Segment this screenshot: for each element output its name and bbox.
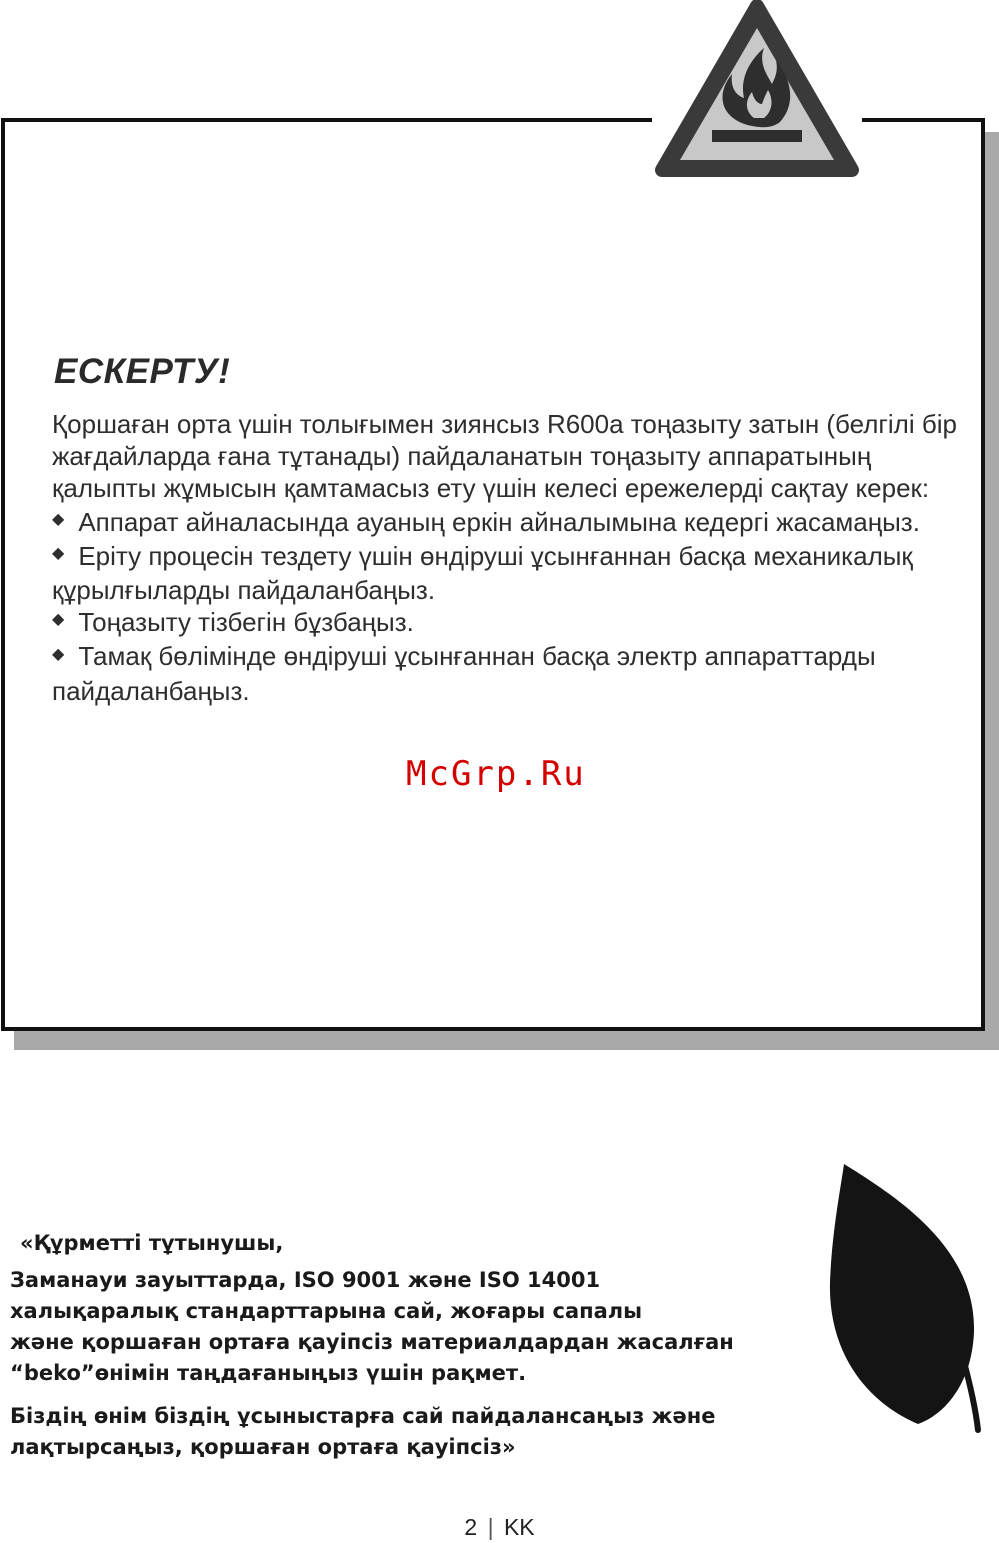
consumer-line-text: өнімін таңдағаныңыз үшін рақмет. [94,1361,527,1385]
consumer-closing: Біздің өнім біздің ұсыныстарға сай пайдалансаңыз және [10,1404,716,1428]
warning-bullet [52,640,972,706]
warning-text [52,408,972,707]
bullet-diamond-icon: ◆ [52,545,65,563]
warning-bullet [52,606,972,640]
bullet-diamond-icon: ◆ [52,645,65,663]
language-code: KK [503,1514,535,1540]
consumer-greeting: «Құрметті тұтынушы, [20,1231,284,1255]
consumer-thanks [10,1265,870,1389]
bullet-diamond-icon: ◆ [52,511,65,529]
warning-bullet-text: Тоңазыту тізбегін бұзбаңыз. [78,607,414,638]
warning-title: ЕСКЕРТУ! [54,352,231,391]
warning-bullet-text: Тамақ бөлімінде өндіруші ұсынғаннан басқа электр аппараттарды пайдаланбаңыз. [52,641,876,706]
bullet-diamond-icon: ◆ [52,611,65,629]
warning-bullet [52,540,972,606]
flammable-warning-icon [652,0,862,182]
page-footer [0,1514,999,1541]
warning-intro: Қоршаған орта үшін толығымен зиянсыз R600a тоңазыту затын (белгілі бір жағдайларда ғана тұтанады) пайдаланатын тоңазыту аппаратының қалыпты жұмысын қамтамасыз ету үшін келесі ережелерді сақтау керек: [52,409,957,503]
consumer-message [10,1228,870,1463]
consumer-closing: лақтырсаңыз, қоршаған ортаға қауіпсіз» [10,1435,516,1459]
consumer-line: “beko”өнімін таңдағаныңыз үшін рақмет. [10,1361,527,1385]
warning-bullet [52,506,972,540]
footer-separator: | [487,1514,494,1540]
warning-bullet-text: Аппарат айналасында ауаның еркін айналымына кедергі жасамаңыз. [78,507,920,537]
consumer-line: және қоршаған ортаға қауіпсіз материалдардан жасалған [10,1330,734,1354]
consumer-line: Заманауи зауыттарда, ISO 9001 және ISO 14001 [10,1268,601,1292]
warning-bullet-text: Еріту процесін тездету үшін өндіруші ұсынғаннан басқа механикалық құрылғыларды пайдаланбаңыз. [52,541,913,606]
watermark: McGrp.Ru [406,754,586,794]
consumer-line: халықаралық стандарттарына сай, жоғары сапалы [10,1299,643,1323]
page-number: 2 [464,1514,478,1540]
brand-name: beko [23,1361,81,1385]
